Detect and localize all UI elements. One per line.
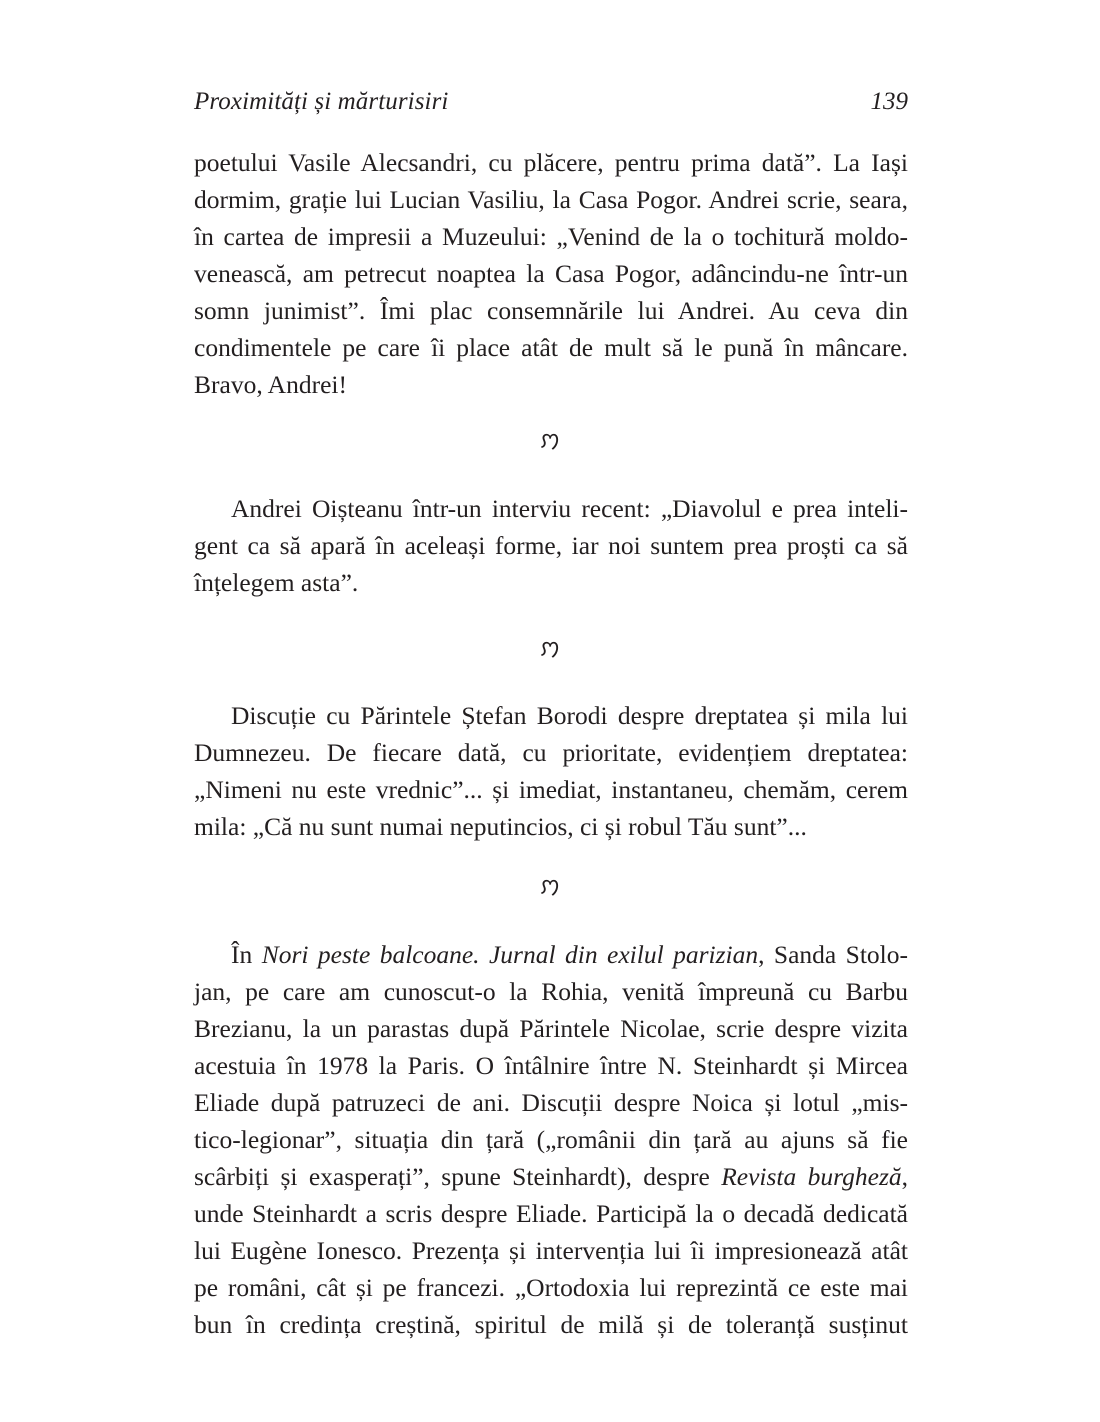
text-line: Dumnezeu. De fiecare dată, cu prioritate, evidențiem dreptatea: xyxy=(194,738,908,767)
text-line: bun în credința creștină, spiritul de milă și de toleranță susținut xyxy=(194,1310,908,1339)
text-line: Eliade după patruzeci de ani. Discuții despre Noica și lotul „mis- xyxy=(194,1088,908,1117)
paragraph-3 xyxy=(194,697,908,845)
text-line: Brezianu, la un parastas după Părintele Nicolae, scrie despre vizita xyxy=(194,1014,908,1043)
book-title-italic: Nori peste balcoane. Jurnal din exilul parizian xyxy=(261,940,759,969)
text-line: dormim, grație lui Lucian Vasiliu, la Casa Pogor. Andrei scrie, seara, xyxy=(194,185,908,214)
page-number: 139 xyxy=(870,88,908,115)
section-break-ornament-icon: ꩀ xyxy=(540,427,560,452)
section-break-ornament-icon: ꩀ xyxy=(540,873,560,898)
text-line: în cartea de impresii a Muzeului: „Venind de la o tochitură moldo- xyxy=(194,222,908,251)
text-line: acestuia în 1978 la Paris. O întâlnire între N. Steinhardt și Mircea xyxy=(194,1051,908,1080)
paragraph-4 xyxy=(194,936,908,1343)
text-line: Andrei Oișteanu într-un interviu recent: „Diavolul e prea inteli- xyxy=(231,494,908,523)
text-run: , Sanda Stolo- xyxy=(758,940,909,969)
page-header xyxy=(194,88,908,128)
text-line: înțelegem asta”. xyxy=(194,568,359,597)
text-line: unde Steinhardt a scris despre Eliade. Participă la o decadă dedicată xyxy=(194,1199,908,1228)
text-line: mila: „Că nu sunt numai neputincios, ci și robul Tău sunt”... xyxy=(194,812,807,841)
text-run: În xyxy=(231,940,262,969)
text-line: venească, am petrecut noaptea la Casa Pogor, adâncindu-ne într-un xyxy=(194,259,908,288)
section-break-ornament-icon: ꩀ xyxy=(540,635,560,660)
text-line: poetului Vasile Alecsandri, cu plăcere, pentru prima dată”. La Iași xyxy=(194,148,908,177)
paragraph-2 xyxy=(194,490,908,601)
text-line: tico-legionar”, situația din țară („românii din țară au ajuns să fie xyxy=(194,1125,908,1154)
text-line: pe români, cât și pe francezi. „Ortodoxia lui reprezintă ce este mai xyxy=(194,1273,908,1302)
text-line: somn junimist”. Îmi plac consemnările lui Andrei. Au ceva din xyxy=(194,296,908,325)
text-line: jan, pe care am cunoscut-o la Rohia, venită împreună cu Barbu xyxy=(194,977,908,1006)
journal-title-italic: Revista burgheză xyxy=(721,1162,902,1191)
text-line xyxy=(194,936,908,973)
text-line: Discuție cu Părintele Ștefan Borodi despre dreptatea și mila lui xyxy=(231,701,908,730)
text-line: condimentele pe care îi place atât de mult să le pună în mâncare. xyxy=(194,333,908,362)
paragraph-1 xyxy=(194,144,908,403)
text-line xyxy=(194,1158,908,1195)
running-title: Proximități și mărturisiri xyxy=(194,88,449,115)
text-line: lui Eugène Ionesco. Prezența și intervenția lui îi impresionează atât xyxy=(194,1236,908,1265)
text-run: scârbiți și exasperați”, spune Steinhardt), despre xyxy=(194,1162,722,1191)
text-line: Bravo, Andrei! xyxy=(194,370,347,399)
text-run: , xyxy=(901,1162,908,1191)
text-line: gent ca să apară în aceleași forme, iar noi suntem prea proști ca să xyxy=(194,531,908,560)
text-line: „Nimeni nu este vrednic”... și imediat, instantaneu, chemăm, cerem xyxy=(194,775,908,804)
